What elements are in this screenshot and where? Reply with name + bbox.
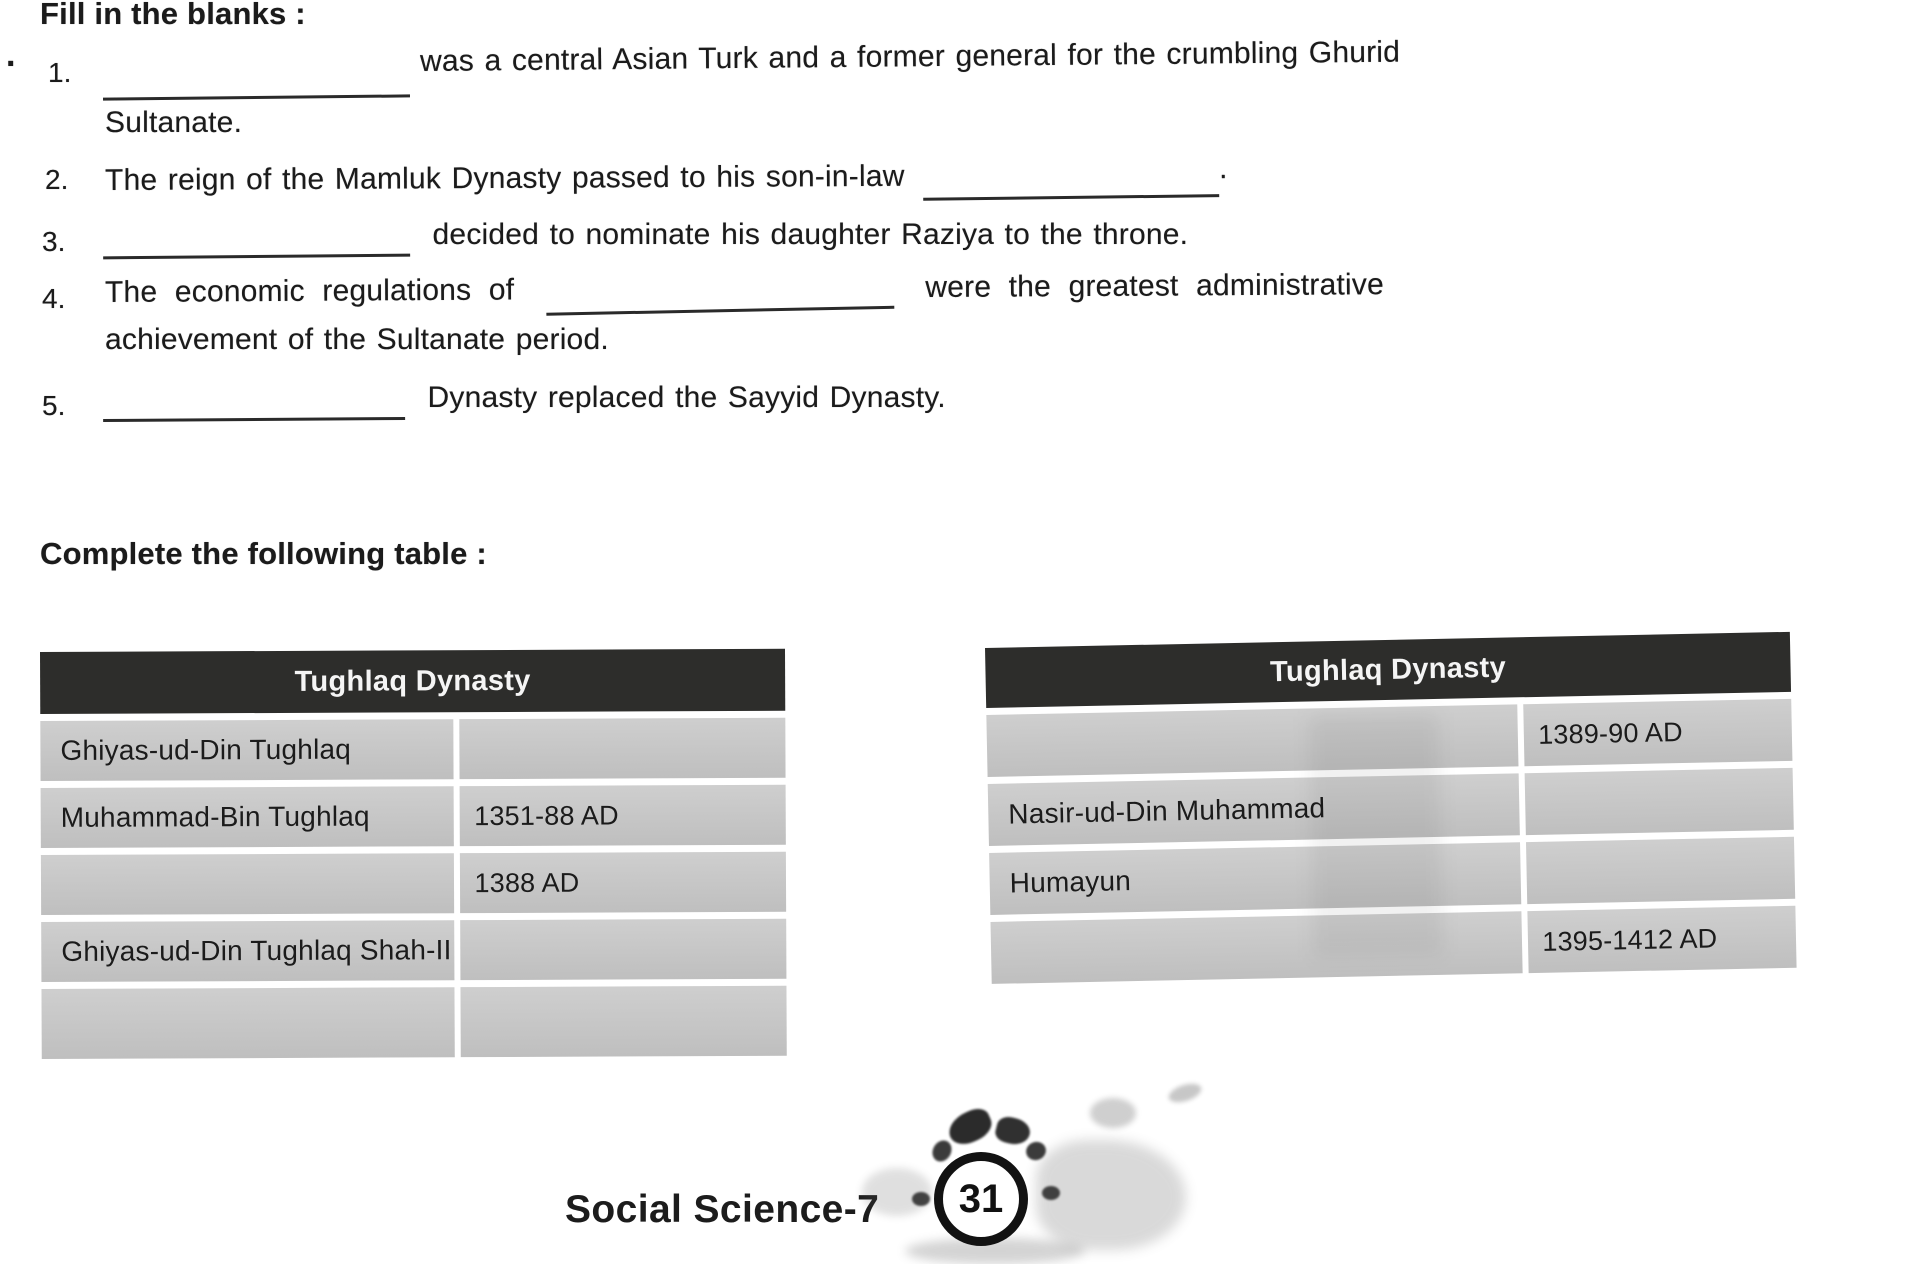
ink-smudge bbox=[1166, 1080, 1203, 1106]
question-4-text-before: The economic regulations of bbox=[104, 273, 515, 309]
right-table-cell-r3c2 bbox=[1526, 837, 1795, 904]
page-number-badge bbox=[934, 1152, 1028, 1246]
stopwatch-side-mark bbox=[912, 1192, 930, 1206]
question-1-number: 1. bbox=[48, 57, 72, 88]
question-1-text-line2: Sultanate. bbox=[105, 106, 243, 139]
table-row bbox=[41, 986, 786, 1059]
right-table-cell-r1c2: 1389-90 AD bbox=[1524, 699, 1793, 766]
stopwatch-side-mark bbox=[1042, 1186, 1060, 1200]
left-table-cell-r4c2 bbox=[461, 919, 787, 980]
left-table-cell-r3c2: 1388 AD bbox=[460, 852, 786, 913]
question-4-line1 bbox=[105, 268, 1384, 316]
question-3-blank-line bbox=[103, 220, 410, 260]
right-tughlaq-dynasty-table bbox=[985, 632, 1797, 984]
section-heading-fill-in-the-blanks: Fill in the blanks : bbox=[40, 0, 306, 31]
question-1-text: was a central Asian Turk and a former general for the crumbling Ghurid bbox=[419, 35, 1401, 78]
question-3-number: 3. bbox=[42, 226, 66, 257]
question-4-line2: achievement of the Sultanate period. bbox=[105, 323, 609, 356]
stray-scan-mark: . bbox=[6, 36, 16, 74]
table-row bbox=[41, 852, 786, 915]
question-1-blank-line bbox=[103, 94, 410, 100]
question-2-text: The reign of the Mamluk Dynasty passed to his son-in-law bbox=[104, 159, 905, 197]
question-2-blank-line bbox=[923, 160, 1219, 201]
question-5-blank-line bbox=[103, 383, 405, 422]
left-table-cell-r4c1: Ghiyas-ud-Din Tughlaq Shah-II bbox=[41, 920, 455, 982]
left-table-cell-r1c2 bbox=[460, 718, 786, 779]
question-5-number: 5. bbox=[42, 390, 66, 421]
section-heading-complete-table: Complete the following table : bbox=[40, 536, 487, 571]
question-5-text: Dynasty replaced the Sayyid Dynasty. bbox=[427, 381, 946, 414]
question-5-line bbox=[103, 381, 946, 421]
question-3-line bbox=[103, 218, 1188, 258]
right-table-header: Tughlaq Dynasty bbox=[985, 632, 1791, 708]
scan-shadow-artifact bbox=[1308, 713, 1443, 957]
right-table-cell-r3c1: Humayun bbox=[989, 842, 1521, 915]
question-2-line bbox=[105, 152, 1228, 204]
left-table-cell-r5c2 bbox=[461, 986, 787, 1057]
question-2-number: 2. bbox=[45, 164, 69, 195]
table-row bbox=[41, 785, 786, 848]
left-table-cell-r3c1 bbox=[41, 853, 455, 915]
left-table-cell-r5c1 bbox=[41, 987, 455, 1059]
footer-book-title: Social Science-7 bbox=[565, 1188, 880, 1231]
question-2-period: . bbox=[1218, 152, 1228, 186]
right-table-cell-r4c2: 1395-1412 AD bbox=[1528, 906, 1797, 973]
question-4-number: 4. bbox=[42, 283, 66, 314]
left-table-cell-r2c2: 1351-88 AD bbox=[460, 785, 786, 846]
stopwatch-crown-mark bbox=[993, 1114, 1032, 1147]
right-table-cell-r2c2 bbox=[1525, 768, 1794, 835]
left-tughlaq-dynasty-table bbox=[40, 649, 787, 1059]
right-table-cell-r2c1: Nasir-ud-Din Muhammad bbox=[988, 773, 1520, 846]
page-number: 31 bbox=[958, 1176, 1004, 1221]
table-row bbox=[41, 919, 786, 982]
question-4-text-after: were the greatest administrative bbox=[925, 268, 1385, 304]
question-3-text: decided to nominate his daughter Raziya to the throne. bbox=[432, 218, 1189, 251]
ink-smudge bbox=[1090, 1098, 1136, 1128]
left-table-cell-r2c1: Muhammad-Bin Tughlaq bbox=[41, 786, 455, 848]
stopwatch-crown-mark bbox=[944, 1104, 996, 1149]
table-row bbox=[40, 718, 785, 781]
question-4-blank-line bbox=[545, 272, 894, 316]
left-table-header: Tughlaq Dynasty bbox=[40, 649, 785, 714]
left-table-cell-r1c1: Ghiyas-ud-Din Tughlaq bbox=[40, 719, 454, 781]
